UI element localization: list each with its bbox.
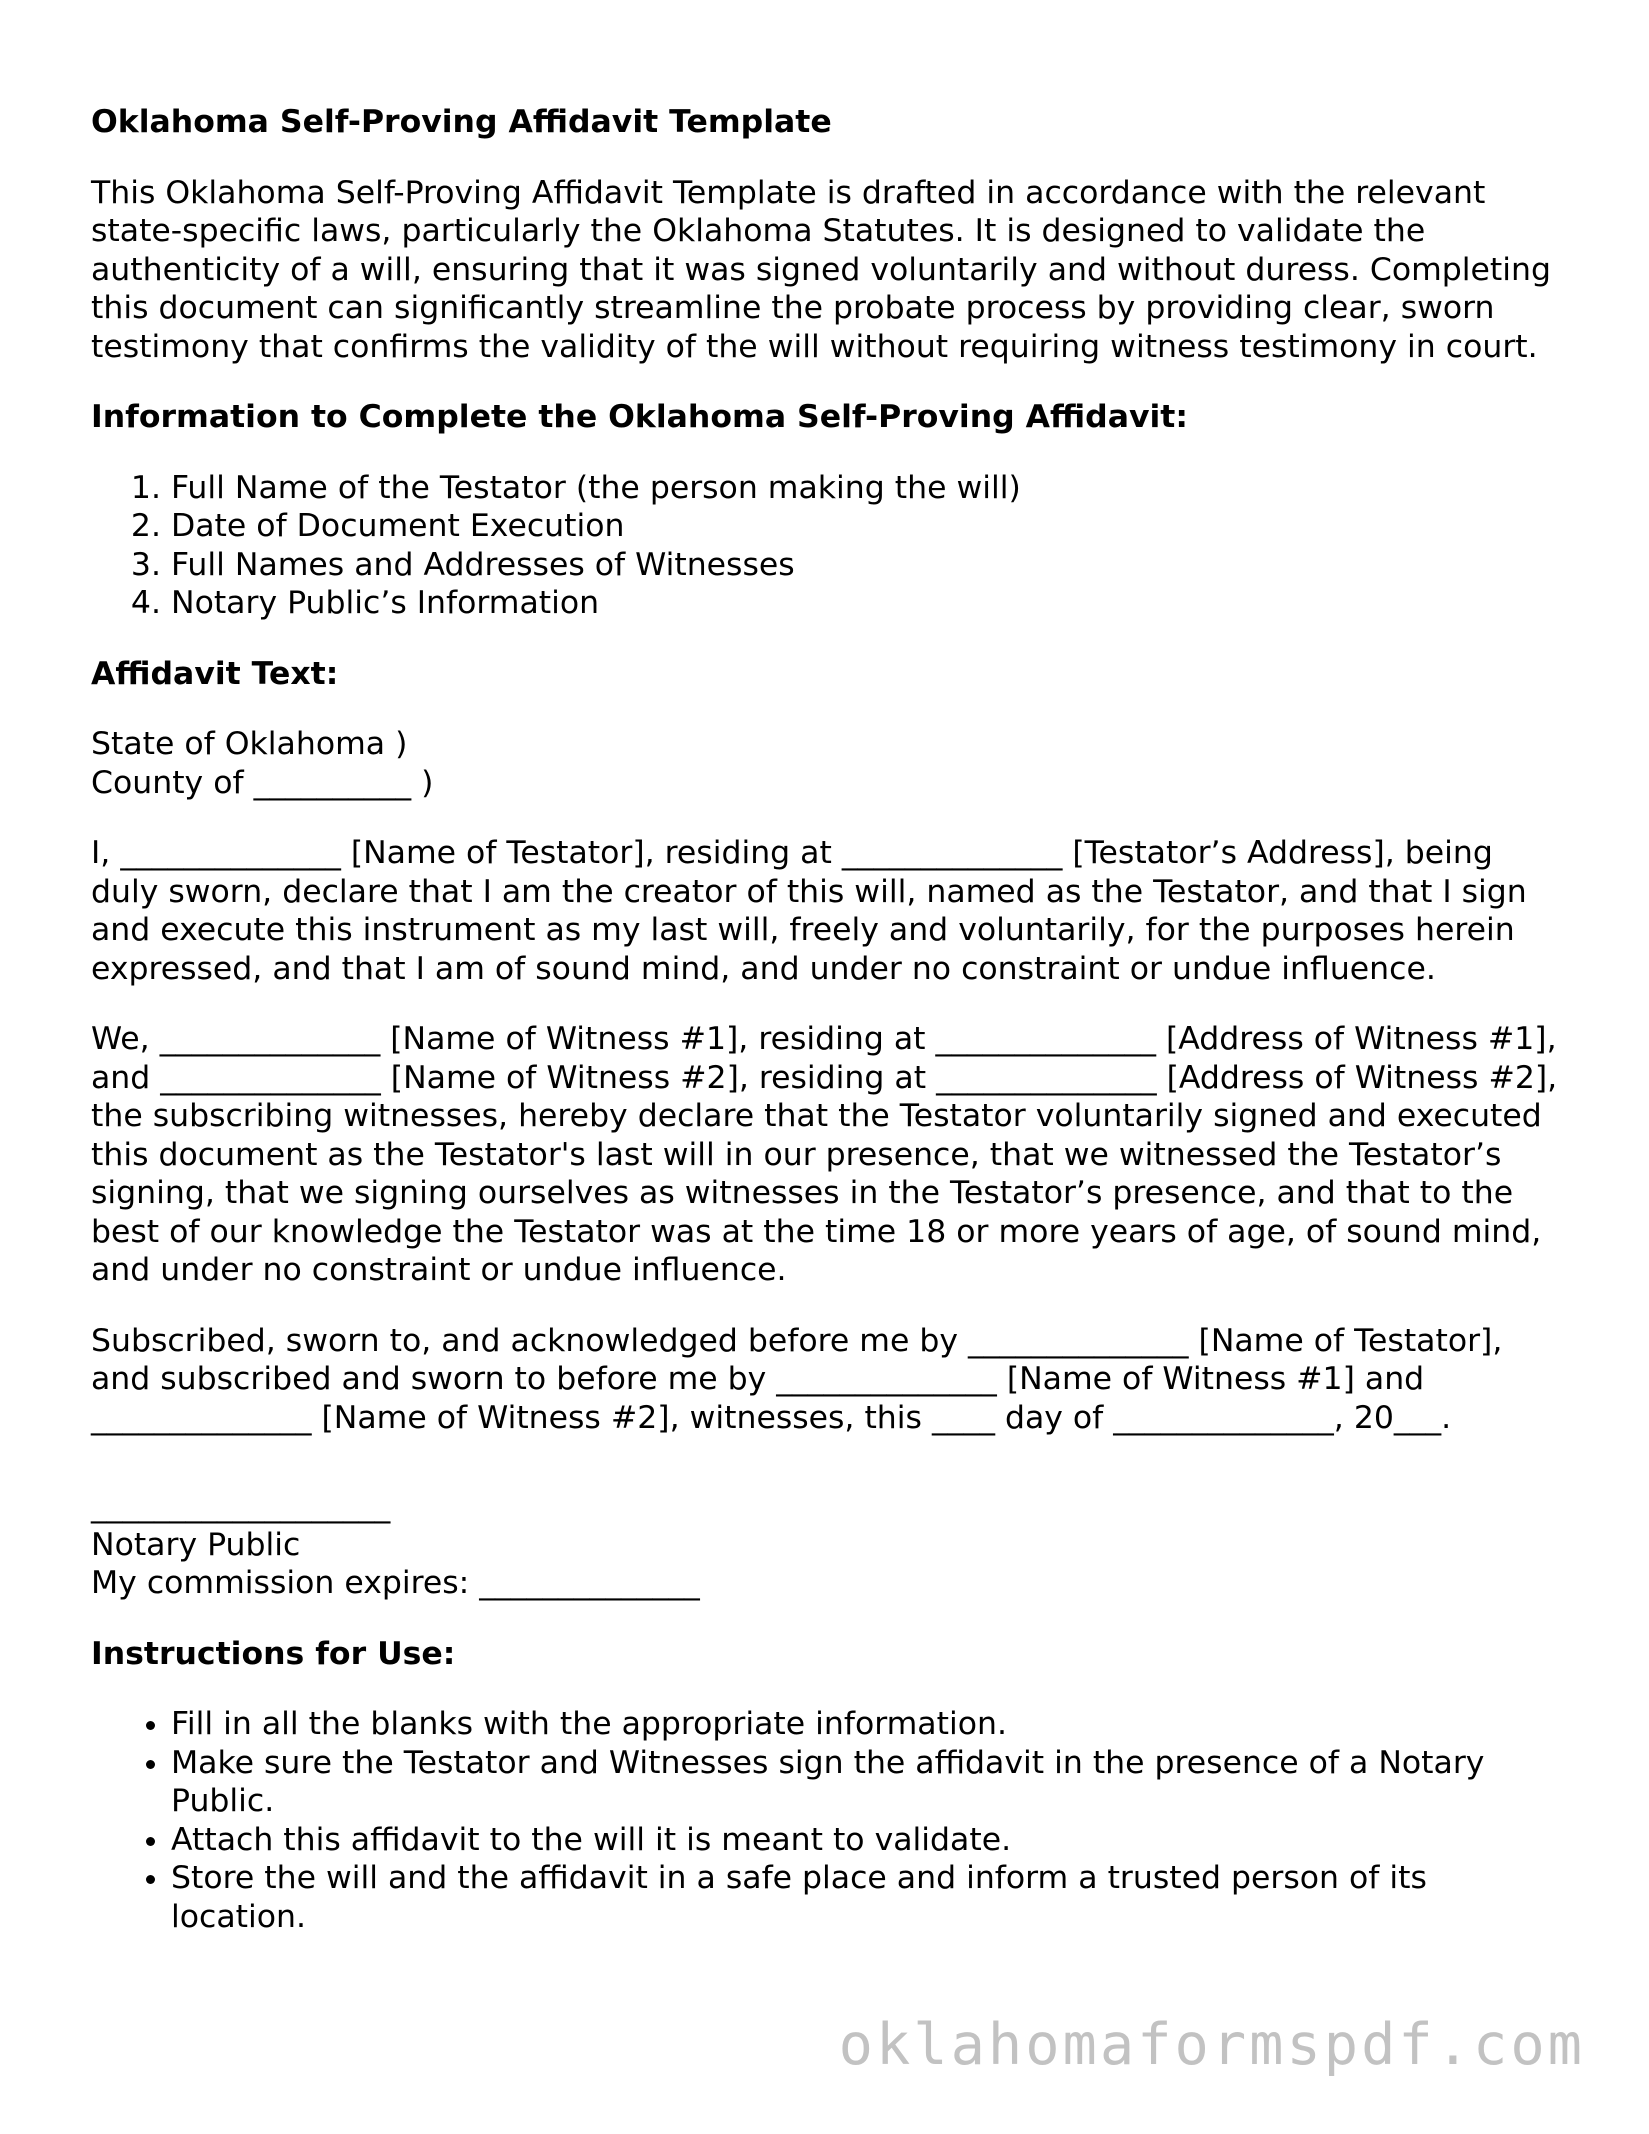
list-item: • Fill in all the blanks with the appropriate information. [171, 1705, 1561, 1744]
testator-declaration: I, ______________ [Name of Testator], residing at ______________ [Testator’s Address], being duly sworn, declare that I am the creator of this will, named as the Testator, and that I sign and execute this instrument as my last will, freely and voluntarily, for the purposes herein expressed, and that I am of sound mind, and under no constraint or undue influence. [91, 835, 1527, 987]
info-list [91, 469, 1561, 623]
affidavit-heading: Affidavit Text: [91, 655, 339, 692]
watermark: oklahomaformspdf.com [838, 2012, 1585, 2078]
document-title: Oklahoma Self-Proving Affidavit Template [91, 104, 832, 140]
intro-paragraph: This Oklahoma Self-Proving Affidavit Template is drafted in accordance with the relevant state-specific laws, particularly the Oklahoma Statutes. It is designed to validate the authenticity of a will, ensuring that it was signed voluntarily and without duress. Completing this document can significantly streamline the probate process by providing clear, sworn testimony that confirms the validity of the will without requiring witness testimony in court. [91, 174, 1551, 365]
spacer [91, 1469, 1561, 1487]
list-item: 3. Full Names and Addresses of Witnesses [171, 546, 1561, 585]
list-item: • Make sure the Testator and Witnesses sign the affidavit in the presence of a Notary Public. [171, 1744, 1561, 1821]
list-item: • Attach this affidavit to the will it is meant to validate. [171, 1821, 1561, 1860]
list-item: 1. Full Name of the Testator (the person making the will) [171, 469, 1561, 508]
list-item: 4. Notary Public’s Information [171, 584, 1561, 623]
notary-acknowledgment: Subscribed, sworn to, and acknowledged before me by ______________ [Name of Testator], and subscribed and sworn to before me by ______________ [Name of Witness #1] and ______________ [Name of Witness #2], witnesses, this ____ day of ______________, 20___. [91, 1322, 1503, 1436]
signature-line: ___________________ [91, 1488, 391, 1524]
witness-declaration: We, ______________ [Name of Witness #1], residing at ______________ [Address of Witness #1], and ______________ [Name of Witness #2], residing at ______________ [Address of Witness #2], the subscribing witnesses, hereby declare that the Testator voluntarily signed and executed this document as the Testator's last will in our presence, that we witnessed the Testator’s signing, that we signing ourselves as witnesses in the Testator’s presence, and that to the best of our knowledge the Testator was at the time 18 or more years of age, of sound mind, and under no constraint or undue influence. [91, 1021, 1558, 1288]
notary-label: Notary Public [91, 1526, 301, 1563]
venue-state: State of Oklahoma ) [91, 726, 408, 762]
document-page [91, 103, 1561, 1968]
commission-expires: My commission expires: ______________ [91, 1565, 700, 1601]
list-item: • Store the will and the affidavit in a safe place and inform a trusted person of its location. [171, 1859, 1561, 1936]
list-item: 2. Date of Document Execution [171, 507, 1561, 546]
venue-county: County of __________ ) [91, 764, 434, 801]
venue-block [91, 725, 1561, 802]
info-heading: Information to Complete the Oklahoma Self-Proving Affidavit: [91, 399, 1188, 435]
instructions-list [91, 1705, 1561, 1936]
instructions-heading: Instructions for Use: [91, 1635, 456, 1672]
notary-signature-block [91, 1487, 1561, 1603]
